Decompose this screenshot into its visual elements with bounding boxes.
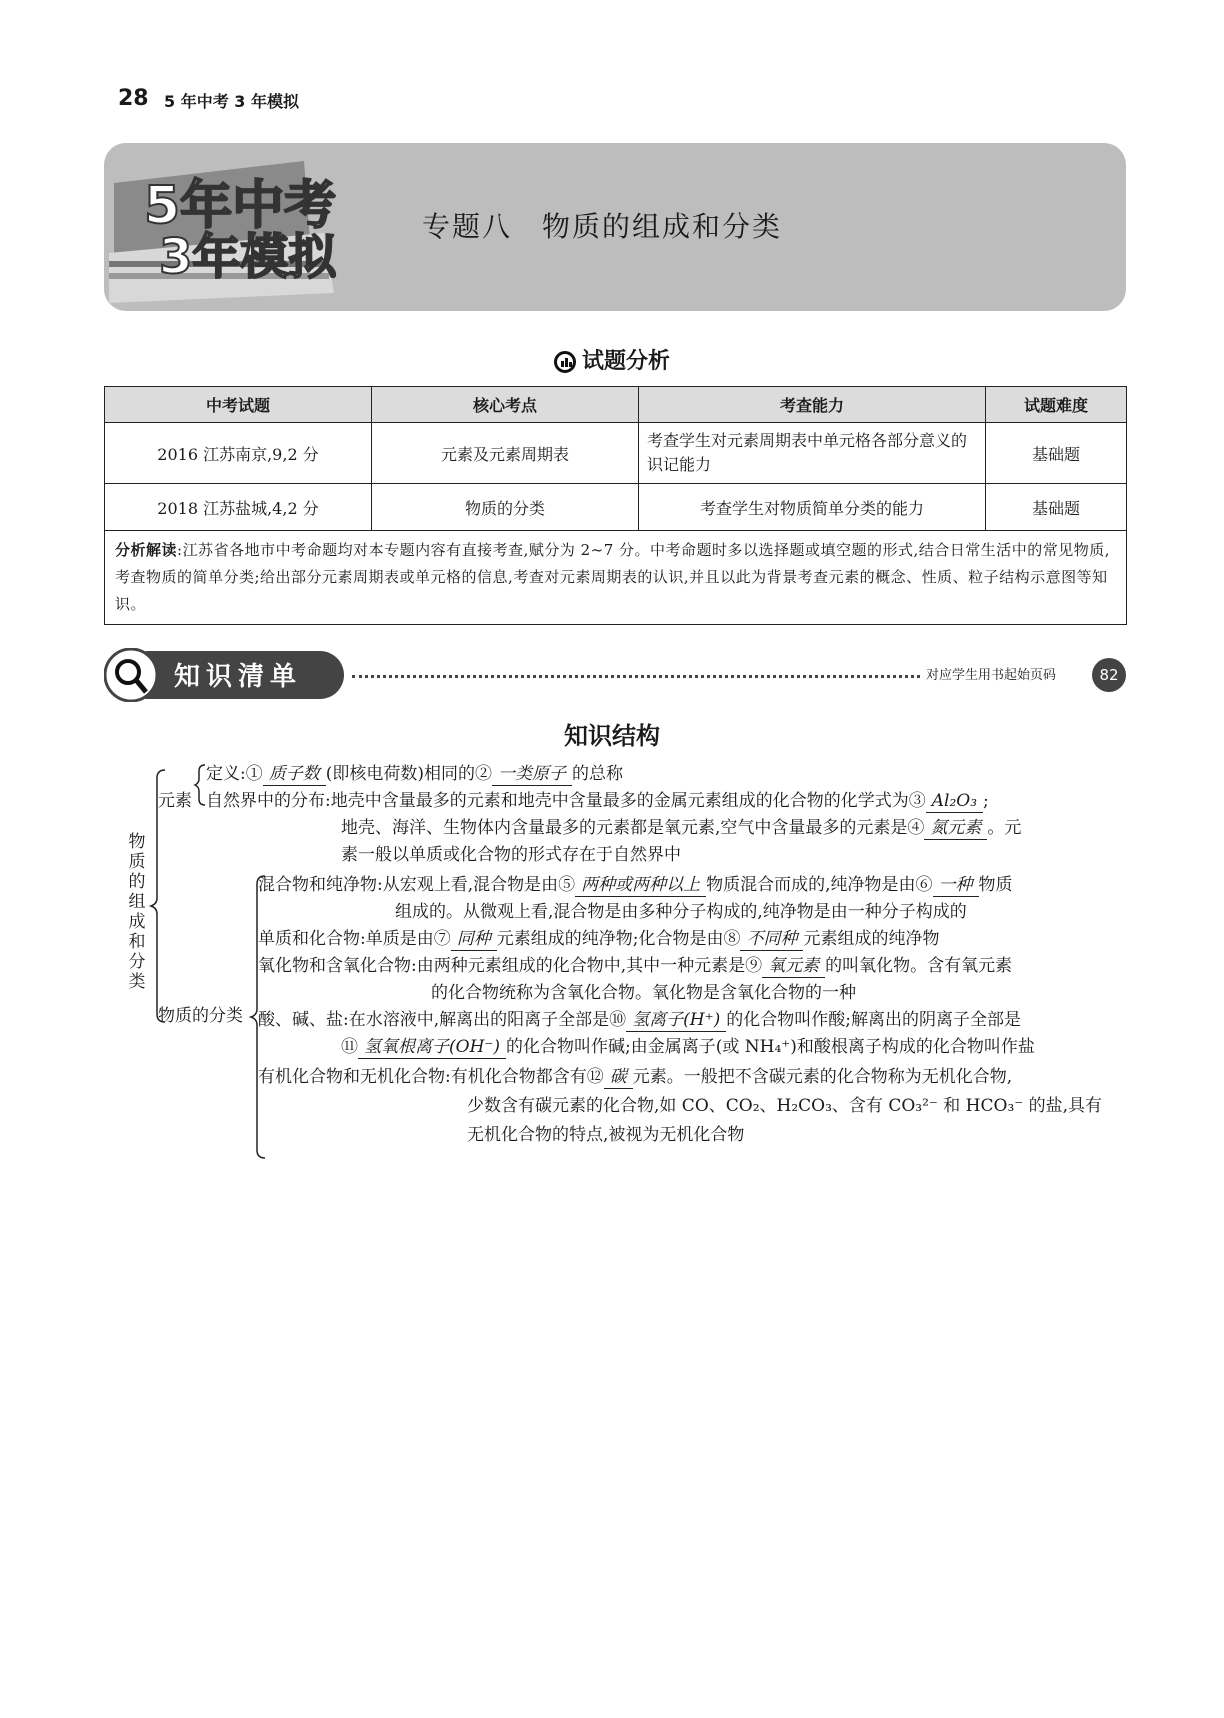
answer-3: Al₂O₃ bbox=[926, 790, 983, 813]
cell-exam: 2016 江苏南京,9,2 分 bbox=[105, 423, 372, 484]
cell-difficulty: 基础题 bbox=[986, 423, 1127, 484]
cell-ability: 考查学生对元素周期表中单元格各部分意义的识记能力 bbox=[639, 423, 986, 484]
svg-text:5年中考: 5年中考 bbox=[144, 176, 337, 236]
acid-line-2: ⑪ 氢氧根离子(OH⁻) 的化合物叫作碱;由金属离子(或 NH₄⁺)和酸根离子构成的化合物叫作盐 bbox=[341, 1037, 1035, 1057]
answer-6: 一种 bbox=[933, 874, 979, 897]
classification-label: 物质的分类 bbox=[158, 1006, 243, 1026]
svg-text:3年模拟: 3年模拟 bbox=[159, 229, 337, 285]
analysis-heading: 试题分析 bbox=[0, 344, 1224, 375]
answer-12: 碳 bbox=[604, 1066, 633, 1089]
col-exam: 中考试题 bbox=[105, 387, 372, 423]
answer-7: 同种 bbox=[451, 928, 497, 951]
ref-page-badge: 82 bbox=[1092, 658, 1126, 692]
ref-text: 对应学生用书起始页码 bbox=[926, 668, 1057, 683]
organic-line-3: 无机化合物的特点,被视为无机化合物 bbox=[467, 1125, 745, 1145]
svg-text:知识清单: 知识清单 bbox=[174, 662, 303, 692]
page-number: 28 bbox=[118, 86, 149, 111]
cell-difficulty: 基础题 bbox=[986, 484, 1127, 531]
oxide-line-2: 的化合物统称为含氧化合物。氧化物是含氧化合物的一种 bbox=[431, 983, 856, 1003]
mixture-line-2: 组成的。从微观上看,混合物是由多种分子构成的,纯净物是由一种分子构成的 bbox=[395, 902, 967, 922]
element-distribution-3: 素一般以单质或化合物的形式存在于自然界中 bbox=[341, 845, 681, 865]
cell-ability: 考查学生对物质简单分类的能力 bbox=[639, 484, 986, 531]
acid-line: 酸、碱、盐:在水溶液中,解离出的阳离子全部是⑩ 氢离子(H⁺) 的化合物叫作酸;解离出的阴离子全部是 bbox=[258, 1010, 1021, 1030]
organic-line: 有机化合物和无机化合物:有机化合物都含有⑫ 碳 元素。一般把不含碳元素的化合物称为无机化合物, bbox=[258, 1067, 1013, 1087]
col-ability: 考查能力 bbox=[639, 387, 986, 423]
answer-5: 两种或两种以上 bbox=[575, 874, 706, 897]
oxide-line: 氧化物和含氧化合物:由两种元素组成的化合物中,其中一种元素是⑨ 氧元素 的叫氧化物。含有氧元素 bbox=[258, 956, 1013, 976]
answer-10: 氢离子(H⁺) bbox=[626, 1009, 726, 1032]
answer-2: 一类原子 bbox=[492, 763, 572, 786]
cell-exam: 2018 江苏盐城,4,2 分 bbox=[105, 484, 372, 531]
cell-point: 元素及元素周期表 bbox=[372, 423, 639, 484]
answer-8: 不同种 bbox=[740, 928, 803, 951]
topic-title: 专题八 物质的组成和分类 bbox=[422, 210, 783, 243]
book-title: 5 年中考 3 年模拟 bbox=[164, 92, 299, 111]
element-definition: 定义:① 质子数 (即核电荷数)相同的② 一类原子 的总称 bbox=[206, 764, 623, 784]
answer-4: 氮元素 bbox=[924, 817, 987, 840]
answer-1: 质子数 bbox=[263, 763, 326, 786]
col-point: 核心考点 bbox=[372, 387, 639, 423]
cell-point: 物质的分类 bbox=[372, 484, 639, 531]
answer-11: 氢氧根离子(OH⁻) bbox=[358, 1036, 506, 1059]
answer-9: 氧元素 bbox=[762, 955, 825, 978]
analysis-text: 分析解读:江苏省各地市中考命题均对本专题内容有直接考查,赋分为 2~7 分。中考命题时多以选择题或填空题的形式,结合日常生活中的常见物质,考查物质的简单分类;给出部分元素周期表或单元格的信息,考查对元素周期表的认识,并且以此为背景考查元素的概念、性质、粒子结构示意图等知识。 bbox=[105, 531, 1127, 625]
organic-line-2: 少数含有碳元素的化合物,如 CO、CO₂、H₂CO₃、含有 CO₃²⁻ 和 HCO₃⁻ 的盐,具有 bbox=[467, 1096, 1103, 1116]
element-distribution: 自然界中的分布:地壳中含量最多的元素和地壳中含量最多的金属元素组成的化合物的化学式为③ Al₂O₃ ; bbox=[206, 791, 989, 811]
root-label: 物质的组成和分类 bbox=[128, 832, 146, 992]
element-label: 元素 bbox=[158, 791, 192, 811]
element-distribution-2: 地壳、海洋、生物体内含量最多的元素都是氧元素,空气中含量最多的元素是④ 氮元素 。元 bbox=[341, 818, 1022, 838]
col-difficulty: 试题难度 bbox=[986, 387, 1127, 423]
simple-line: 单质和化合物:单质是由⑦ 同种 元素组成的纯净物;化合物是由⑧ 不同种 元素组成的纯净物 bbox=[258, 929, 940, 949]
mixture-line: 混合物和纯净物:从宏观上看,混合物是由⑤ 两种或两种以上 物质混合而成的,纯净物是由⑥ 一种 物质 bbox=[258, 875, 1013, 895]
structure-title: 知识结构 bbox=[564, 722, 660, 750]
